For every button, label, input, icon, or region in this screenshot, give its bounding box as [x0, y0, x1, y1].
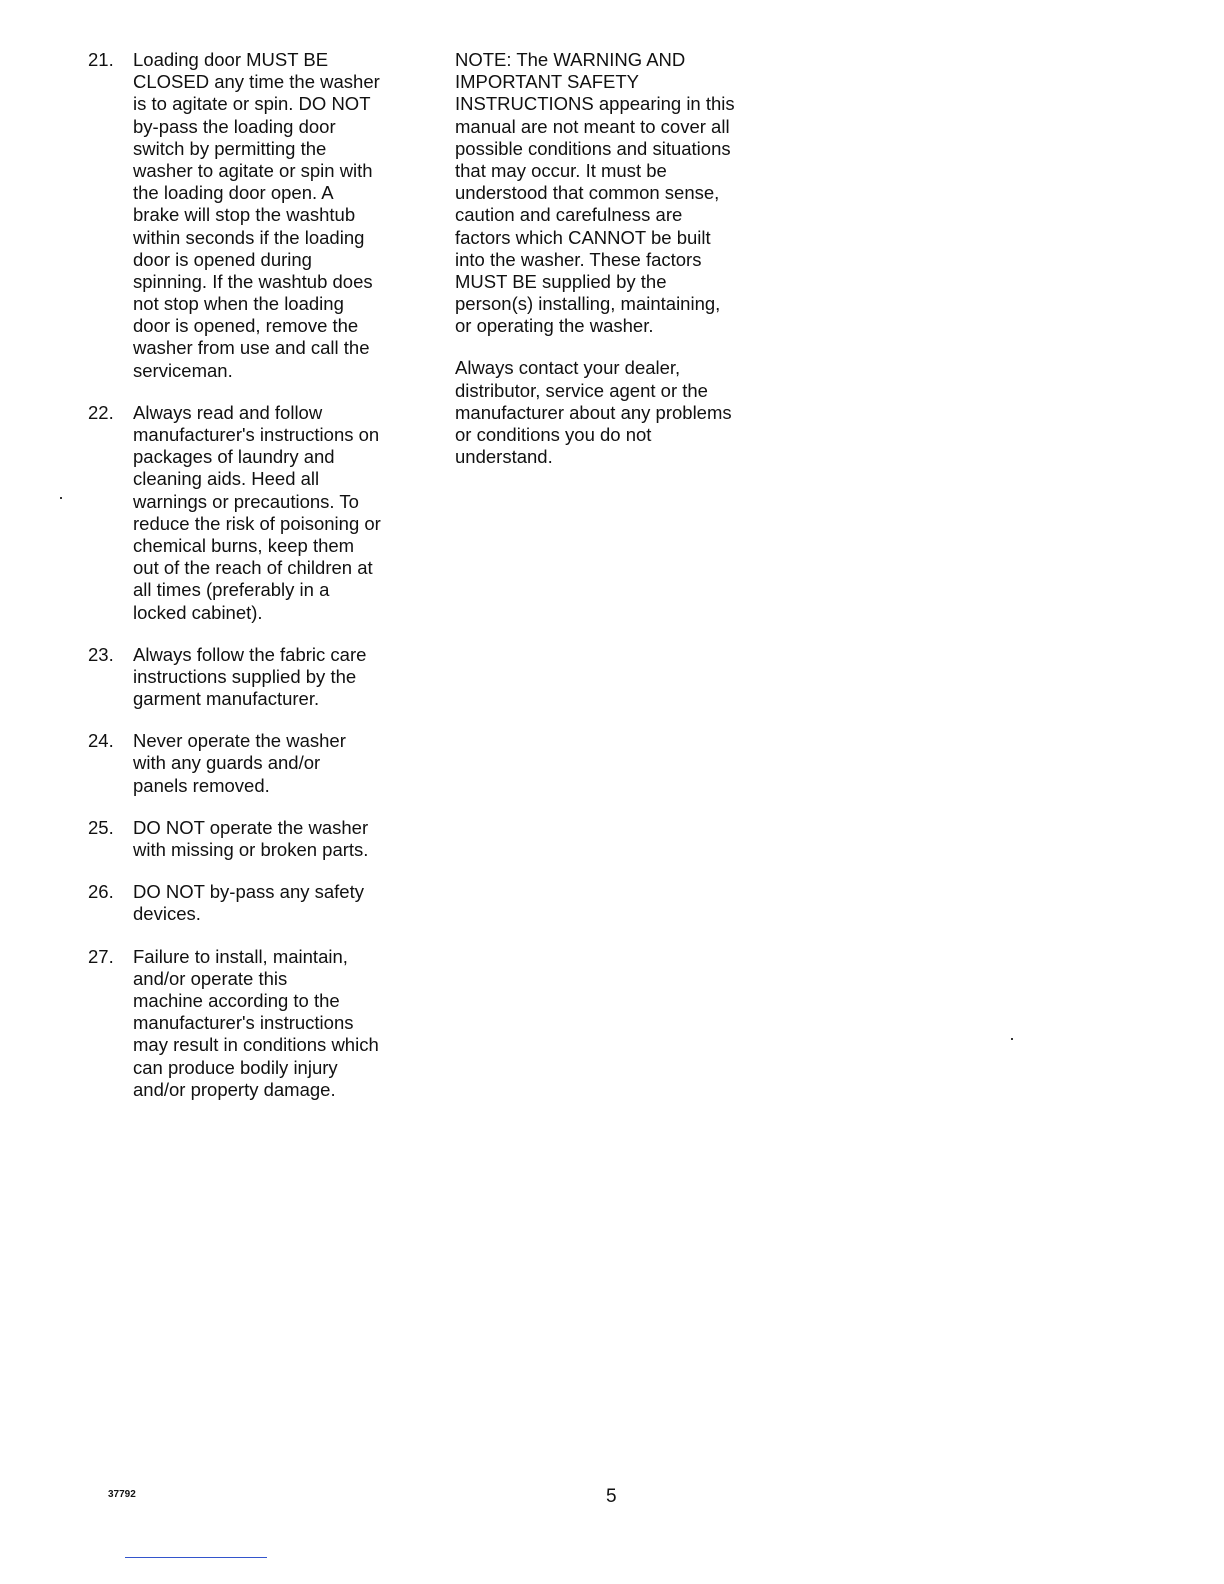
text-line: Failure to install, maintain, — [133, 945, 348, 967]
text-line: that may occur. It must be — [455, 159, 667, 181]
text-line: Always follow the fabric care — [133, 643, 367, 665]
left-column — [88, 49, 428, 1121]
text-line: may result in conditions which — [133, 1034, 379, 1056]
text-line: manufacturer's instructions — [133, 1012, 354, 1034]
text-line: is to agitate or spin. DO NOT — [133, 93, 371, 115]
text-line: understood that common sense, — [455, 182, 720, 204]
text-line: INSTRUCTIONS appearing in this — [455, 93, 735, 115]
text-line: Always read and follow — [133, 401, 323, 423]
text-line: within seconds if the loading — [133, 226, 365, 248]
item-number: 27. — [88, 945, 114, 967]
document-code: 37792 — [108, 1489, 136, 1500]
text-line: garment manufacturer. — [133, 688, 320, 710]
text-line: factors which CANNOT be built — [455, 226, 711, 248]
text-line: or operating the washer. — [455, 315, 654, 337]
text-line: by-pass the loading door — [133, 115, 336, 137]
text-line: warnings or precautions. To — [133, 490, 359, 512]
text-line: manufacturer about any problems — [455, 401, 732, 423]
text-line: distributor, service agent or the — [455, 379, 708, 401]
text-line: or conditions you do not — [455, 424, 652, 445]
text-line: Loading door MUST BE — [133, 49, 329, 70]
item-number: 21. — [88, 49, 114, 70]
item-number: 23. — [88, 643, 114, 665]
text-line: DO NOT operate the washer — [133, 816, 369, 838]
page-number: 5 — [606, 1486, 617, 1507]
text-line: all times (preferably in a — [133, 579, 330, 601]
paragraph — [455, 49, 795, 337]
text-line: out of the reach of children at — [133, 557, 373, 579]
text-line: CLOSED any time the washer — [133, 71, 380, 93]
text-line: understand. — [455, 446, 553, 468]
right-column — [455, 49, 795, 488]
text-line: manufacturer's instructions on — [133, 424, 380, 445]
list-item — [88, 402, 428, 624]
list-item — [88, 49, 428, 382]
text-line: manual are not meant to cover all — [455, 115, 730, 137]
text-line: and/or operate this — [133, 967, 288, 989]
text-line: caution and carefulness are — [455, 204, 683, 226]
text-line: locked cabinet). — [133, 601, 263, 623]
speck — [1011, 1038, 1013, 1040]
text-line: NOTE: The WARNING AND — [455, 49, 686, 70]
text-line: door is opened, remove the — [133, 315, 359, 337]
text-line: reduce the risk of poisoning or — [133, 512, 381, 534]
text-line: the loading door open. A — [133, 182, 334, 204]
text-line: person(s) installing, maintaining, — [455, 293, 721, 315]
text-line: and/or property damage. — [133, 1078, 336, 1100]
text-line: with missing or broken parts. — [133, 839, 369, 860]
text-line: panels removed. — [133, 774, 270, 796]
text-line: DO NOT by-pass any safety — [133, 881, 364, 903]
text-line: MUST BE supplied by the — [455, 270, 667, 292]
text-line: with any guards and/or — [133, 752, 321, 774]
text-line: Always contact your dealer, — [455, 357, 681, 379]
text-line: into the washer. These factors — [455, 248, 702, 270]
text-line: cleaning aids. Heed all — [133, 468, 320, 490]
item-number: 25. — [88, 816, 114, 838]
list-item — [88, 644, 428, 711]
divider-line — [125, 1557, 267, 1558]
text-line: switch by permitting the — [133, 137, 327, 159]
text-line: washer from use and call the — [133, 337, 370, 359]
paragraph — [455, 357, 795, 468]
text-line: spinning. If the washtub does — [133, 270, 373, 292]
item-number: 26. — [88, 881, 114, 903]
text-line: IMPORTANT SAFETY — [455, 71, 639, 93]
text-line: devices. — [133, 903, 201, 925]
item-number: 24. — [88, 730, 114, 752]
text-line: brake will stop the washtub — [133, 204, 356, 226]
text-line: packages of laundry and — [133, 446, 335, 468]
item-number: 22. — [88, 401, 114, 423]
text-line: instructions supplied by the — [133, 665, 357, 687]
text-line: serviceman. — [133, 359, 233, 381]
text-line: not stop when the loading — [133, 293, 344, 315]
list-item — [88, 946, 428, 1101]
text-line: machine according to the — [133, 989, 340, 1011]
text-line: door is opened during — [133, 248, 312, 270]
text-line: possible conditions and situations — [455, 137, 731, 159]
text-line: can produce bodily injury — [133, 1056, 338, 1078]
list-item — [88, 817, 428, 861]
text-line: washer to agitate or spin with — [133, 159, 373, 181]
list-item — [88, 881, 428, 925]
list-item — [88, 730, 428, 797]
text-line: chemical burns, keep them — [133, 534, 355, 556]
speck — [60, 497, 62, 499]
text-line: Never operate the washer — [133, 730, 346, 752]
